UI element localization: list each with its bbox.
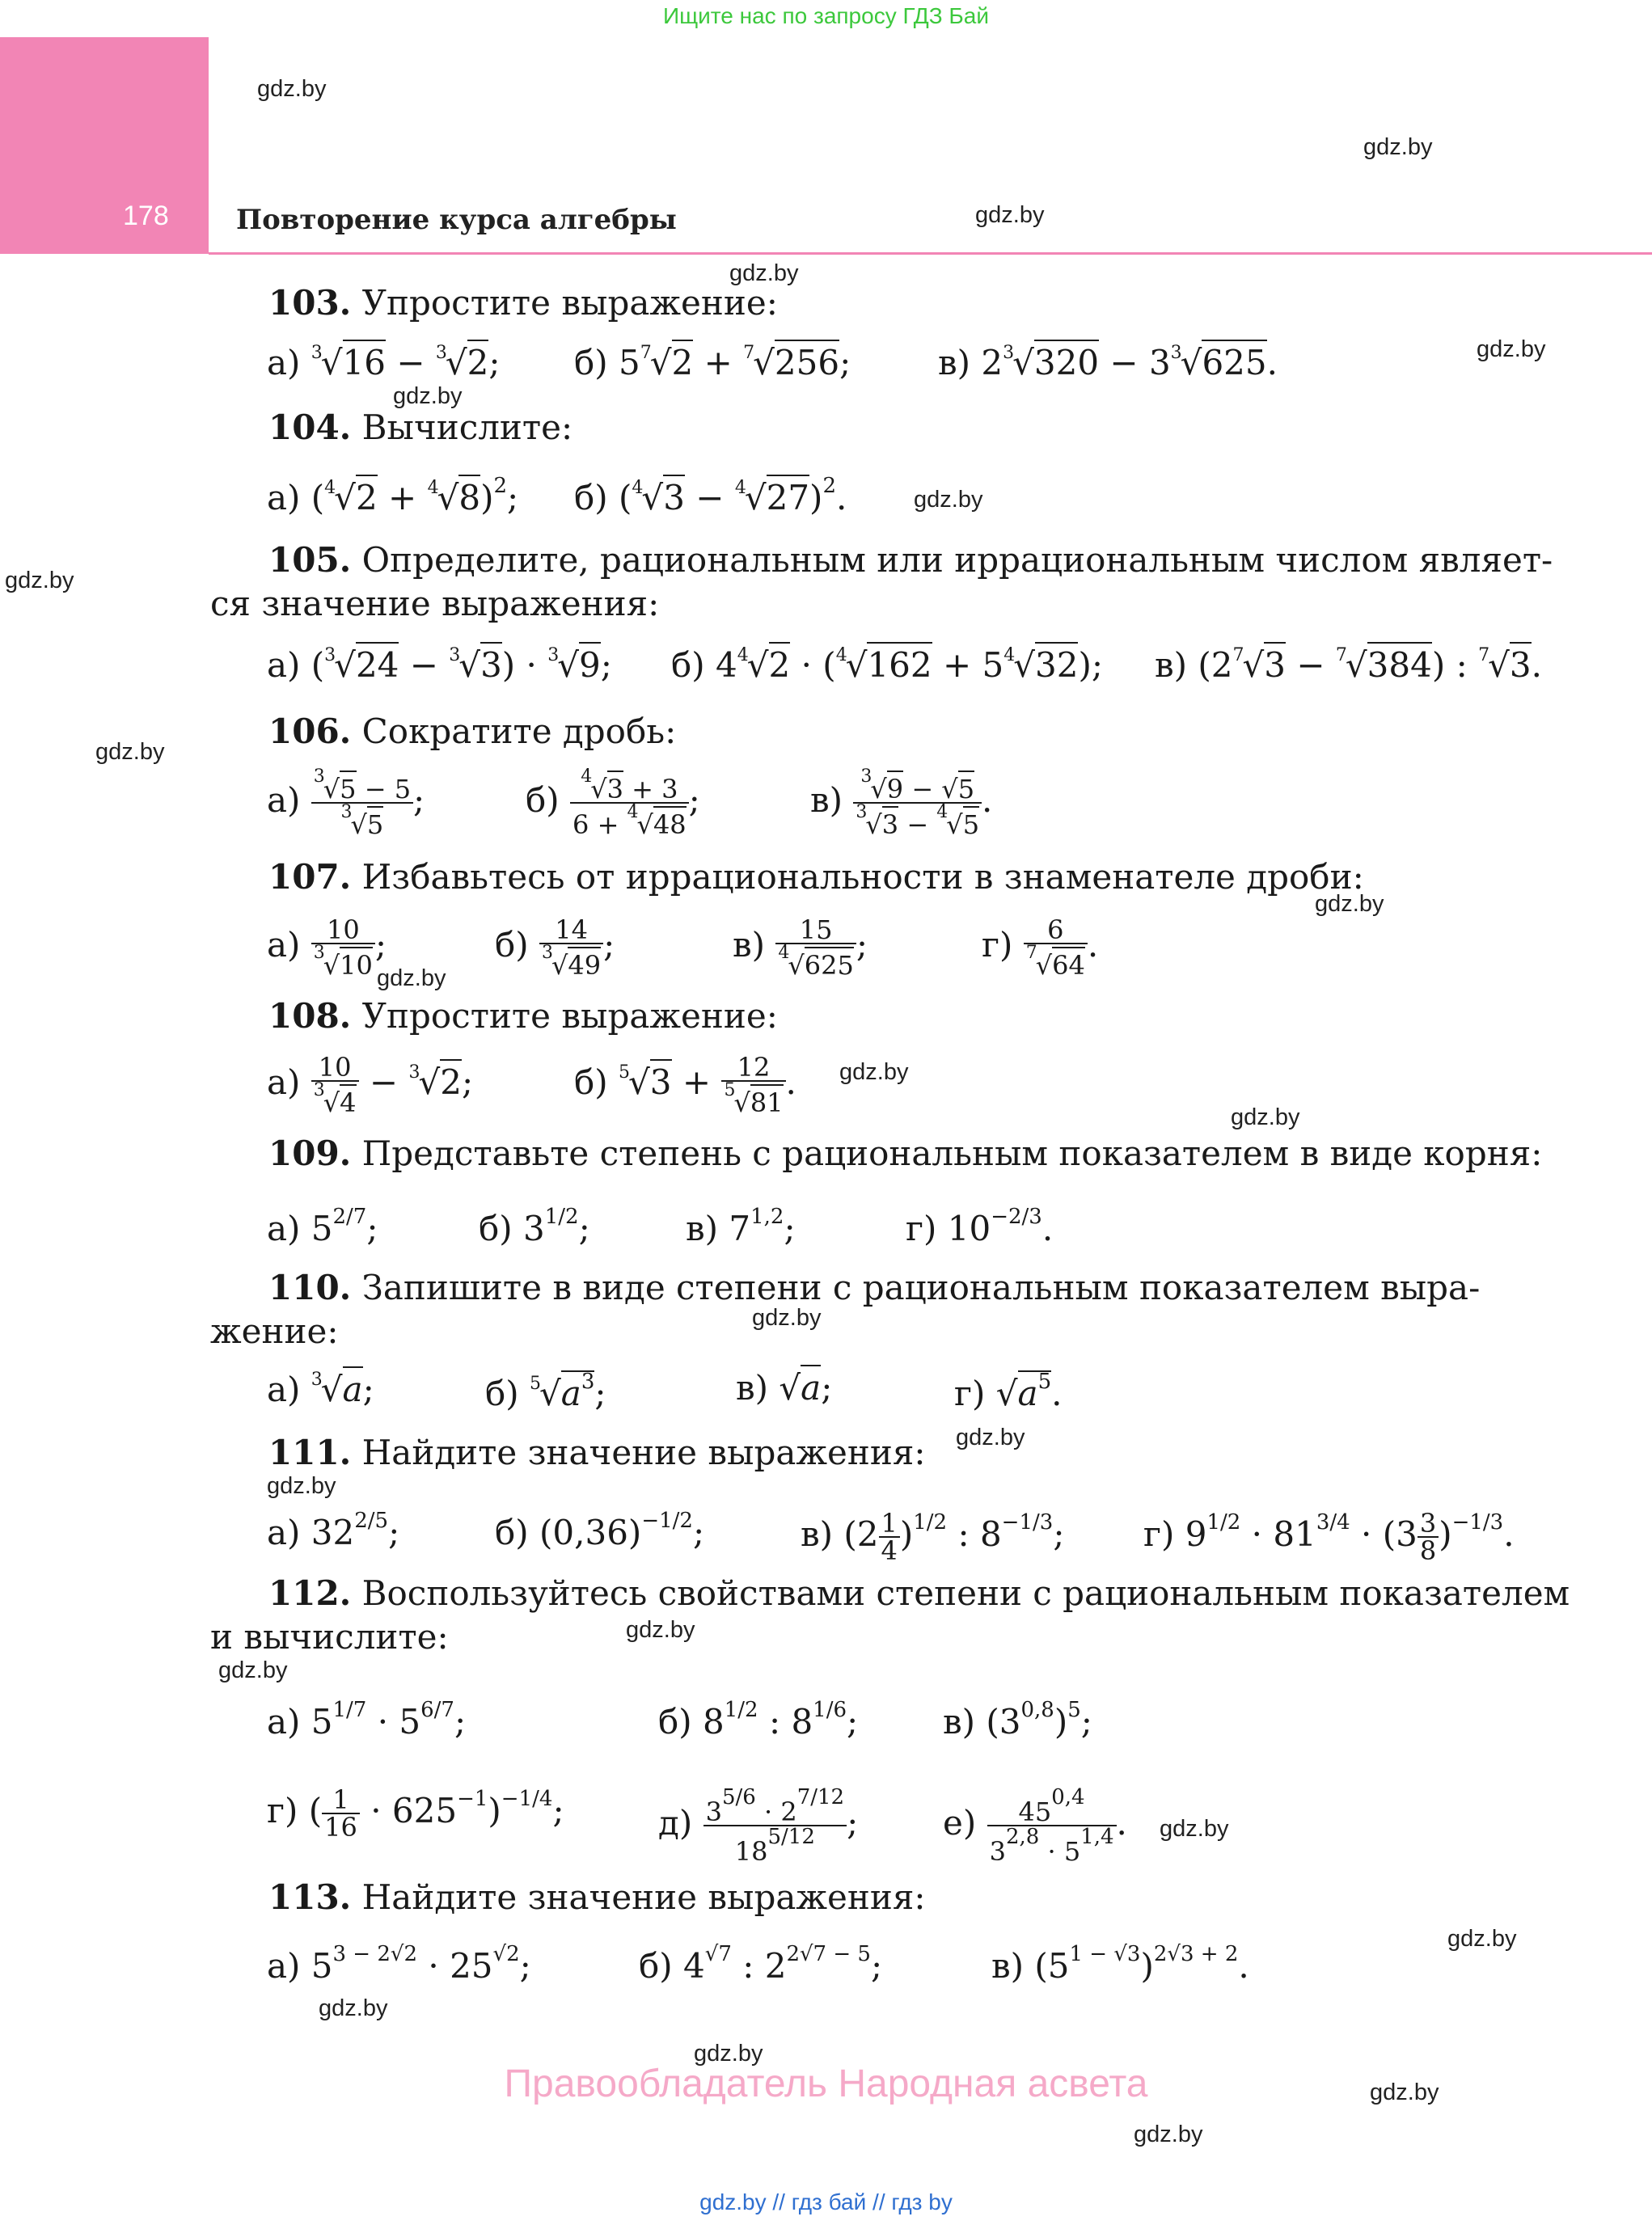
task-number: 113. bbox=[268, 1877, 352, 1917]
watermark: gdz.by bbox=[1477, 336, 1546, 362]
task-110-c: в) √a; bbox=[736, 1371, 832, 1405]
watermark: gdz.by bbox=[694, 2041, 763, 2067]
task-110-d: г) $√a^5$. bbox=[954, 1370, 1063, 1413]
watermark: gdz.by bbox=[95, 739, 165, 765]
watermark: gdz.by bbox=[956, 1425, 1025, 1450]
task-text: Сократите дробь: bbox=[361, 711, 677, 751]
task-109-a: а) $5^{2/7}$; bbox=[267, 1205, 378, 1248]
task-text: Представьте степень с рациональным показателем в виде корня: bbox=[361, 1134, 1543, 1173]
watermark: gdz.by bbox=[1447, 1926, 1517, 1952]
task-106-a: а) $\frac{^3√5 - 5}{^3√5}$ ; bbox=[267, 766, 425, 840]
task-text: Упростите выражение: bbox=[361, 283, 778, 323]
watermark: gdz.by bbox=[1370, 2079, 1439, 2105]
watermark: gdz.by bbox=[1363, 134, 1433, 160]
task-number: 104. bbox=[268, 407, 352, 447]
task-text: Вычислите: bbox=[361, 407, 573, 447]
task-text: Найдите значение выражения: bbox=[361, 1877, 926, 1917]
page-number: 178 bbox=[123, 201, 169, 231]
task-105-heading bbox=[268, 540, 1553, 580]
task-number: 112. bbox=[268, 1573, 352, 1613]
task-text: Запишите в виде степени с рациональным показателем выра- bbox=[361, 1268, 1481, 1307]
task-104-a: а) $(^4√2 + ^4√8)^2$; bbox=[267, 474, 519, 517]
task-113-heading bbox=[268, 1877, 926, 1917]
watermark: gdz.by bbox=[257, 76, 327, 102]
watermark: gdz.by bbox=[1134, 2122, 1203, 2147]
task-103-a: а) $^3$√16 − $^3$√2; bbox=[267, 344, 501, 380]
task-107-c: в) $\frac{15}{^4√625}$ ; bbox=[733, 914, 868, 981]
task-107-d: г) $\frac{6}{^7√64}$ . bbox=[982, 914, 1099, 981]
task-text: Найдите значение выражения: bbox=[361, 1433, 926, 1472]
task-106-c: в) $\frac{^3√9 - √5}{^3√3 - ^4√5}$ . bbox=[810, 766, 993, 840]
task-108-b: б) $^5$√3 + $\frac{12}{^5√81}$ . bbox=[574, 1052, 796, 1118]
task-106-b: б) $\frac{^4√3 + 3}{6 + ^4√48}$ ; bbox=[526, 766, 700, 840]
footer-links[interactable]: gdz.by // гдз бай // гдз by bbox=[699, 2189, 953, 2214]
task-108-a: а) $\frac{10}{^3√4}$ − $^3$√2; bbox=[267, 1052, 474, 1118]
watermark: gdz.by bbox=[377, 965, 446, 991]
task-112-heading-cont: и вычислите: bbox=[210, 1617, 449, 1657]
watermark: gdz.by bbox=[319, 1995, 388, 2021]
task-103-b: б) $5^7√2 + ^7√256$; bbox=[574, 344, 851, 380]
task-105-b: б) $4^4√2 \cdot (^4√162 + 5^4√32)$; bbox=[671, 647, 1103, 682]
task-number: 111. bbox=[268, 1433, 352, 1472]
task-112-e: д) $\frac{3^{5/6} \cdot 2^{7/12}}{18^{5/12}}$ ; bbox=[658, 1785, 859, 1867]
task-111-b: б) $(0,36)^{-1/2}$; bbox=[495, 1509, 705, 1552]
task-number: 107. bbox=[268, 857, 352, 897]
task-number: 109. bbox=[268, 1134, 352, 1173]
task-110-heading-cont: жение: bbox=[210, 1311, 339, 1351]
watermark: gdz.by bbox=[1231, 1104, 1300, 1130]
task-110-b: б) $^5√a^3$; bbox=[485, 1370, 606, 1413]
copyright-notice: Правообладатель Народная асвета bbox=[504, 2062, 1148, 2105]
task-107-b: б) $\frac{14}{^3√49}$ ; bbox=[495, 914, 615, 981]
task-104-b: б) $(^4√3 - ^4√27)^2$. bbox=[574, 474, 847, 517]
task-text: Воспользуйтесь свойствами степени с рациональным показателем bbox=[361, 1573, 1570, 1613]
task-112-b: б) $8^{1/2}$ : $8^{1/6}$; bbox=[658, 1698, 859, 1742]
task-105-c: в) $(2^7√3 - ^7√384)$ : $^7$√3. bbox=[1155, 647, 1542, 682]
task-111-d: г) $9^{1/2} \cdot 81^{3/4} \cdot (3$ $\frac{3}{8}$ )$^{-1/3}$. bbox=[1143, 1508, 1515, 1566]
task-112-f: е) $\frac{45^{0,4}}{3^{2,8} \cdot 5^{1,4}}$ . bbox=[943, 1785, 1127, 1867]
watermark: gdz.by bbox=[1160, 1816, 1229, 1842]
task-113-b: б) $4^{√7}$ : $2^{2√7 - 5}$; bbox=[639, 1942, 883, 1986]
task-110-heading bbox=[268, 1268, 1481, 1307]
watermark: gdz.by bbox=[626, 1617, 695, 1643]
page-number-tab bbox=[0, 37, 209, 254]
task-105-heading-cont: ся значение выражения: bbox=[210, 584, 660, 623]
task-text: Упростите выражение: bbox=[361, 996, 778, 1036]
task-number: 108. bbox=[268, 996, 352, 1036]
task-109-d: г) $10^{-2/3}$. bbox=[906, 1205, 1054, 1248]
task-105-a: а) ($^3$√24 − $^3$√3) · $^3$√9; bbox=[267, 647, 612, 682]
task-104-heading bbox=[268, 407, 573, 447]
watermark: gdz.by bbox=[752, 1305, 822, 1331]
task-112-c: в) $(3^{0,8})^5$; bbox=[943, 1698, 1092, 1742]
watermark: gdz.by bbox=[914, 487, 983, 513]
task-109-b: б) $3^{1/2}$; bbox=[479, 1205, 590, 1248]
task-107-heading bbox=[268, 857, 1364, 897]
task-112-heading bbox=[268, 1573, 1570, 1613]
task-106-heading bbox=[268, 711, 677, 751]
watermark: gdz.by bbox=[5, 568, 74, 593]
task-103-c: в) $2^3√320 - 3^3√625$. bbox=[938, 344, 1278, 380]
task-112-a: а) $5^{1/7} \cdot 5^{6/7}$; bbox=[267, 1698, 467, 1742]
task-108-heading bbox=[268, 996, 778, 1036]
watermark: gdz.by bbox=[393, 383, 463, 409]
task-111-heading bbox=[268, 1433, 926, 1472]
task-111-a: а) $32^{2/5}$; bbox=[267, 1509, 400, 1552]
task-112-d: г) ( $\frac{1}{16}$ · $625^{-1})^{-1/4}$; bbox=[267, 1784, 564, 1843]
task-number: 110. bbox=[268, 1268, 352, 1307]
watermark: gdz.by bbox=[975, 202, 1045, 228]
header-divider bbox=[209, 252, 1652, 255]
task-109-c: в) 7$^{1,2}$; bbox=[686, 1205, 796, 1248]
task-107-a: а) $\frac{10}{^3√10}$ ; bbox=[267, 914, 387, 981]
task-113-c: в) $(5^{1 - √3})^{2√3 + 2}$. bbox=[991, 1942, 1249, 1986]
task-110-a: а) $^3$√a; bbox=[267, 1371, 374, 1407]
task-109-heading bbox=[268, 1134, 1543, 1173]
task-number: 103. bbox=[268, 283, 352, 323]
running-header-title: Повторение курса алгебры bbox=[236, 204, 677, 236]
task-103-heading bbox=[268, 283, 778, 323]
watermark: gdz.by bbox=[218, 1657, 288, 1683]
task-number: 105. bbox=[268, 540, 352, 580]
task-number: 106. bbox=[268, 711, 352, 751]
watermark: gdz.by bbox=[1315, 891, 1384, 917]
task-111-c: в) (2 $\frac{1}{4}$ )$^{1/2}$ : $8^{-1/3}$; bbox=[801, 1508, 1065, 1566]
watermark: gdz.by bbox=[839, 1059, 909, 1085]
search-banner[interactable]: Ищите нас по запросу ГДЗ Бай bbox=[662, 3, 990, 28]
task-113-a: а) $5^{3 - 2√2} \cdot 25^{√2}$; bbox=[267, 1942, 531, 1986]
watermark: gdz.by bbox=[729, 260, 799, 286]
task-text: Определите, рациональным или иррациональным числом являет- bbox=[361, 540, 1553, 580]
watermark: gdz.by bbox=[267, 1473, 336, 1499]
task-text: Избавьтесь от иррациональности в знаменателе дроби: bbox=[361, 857, 1364, 897]
